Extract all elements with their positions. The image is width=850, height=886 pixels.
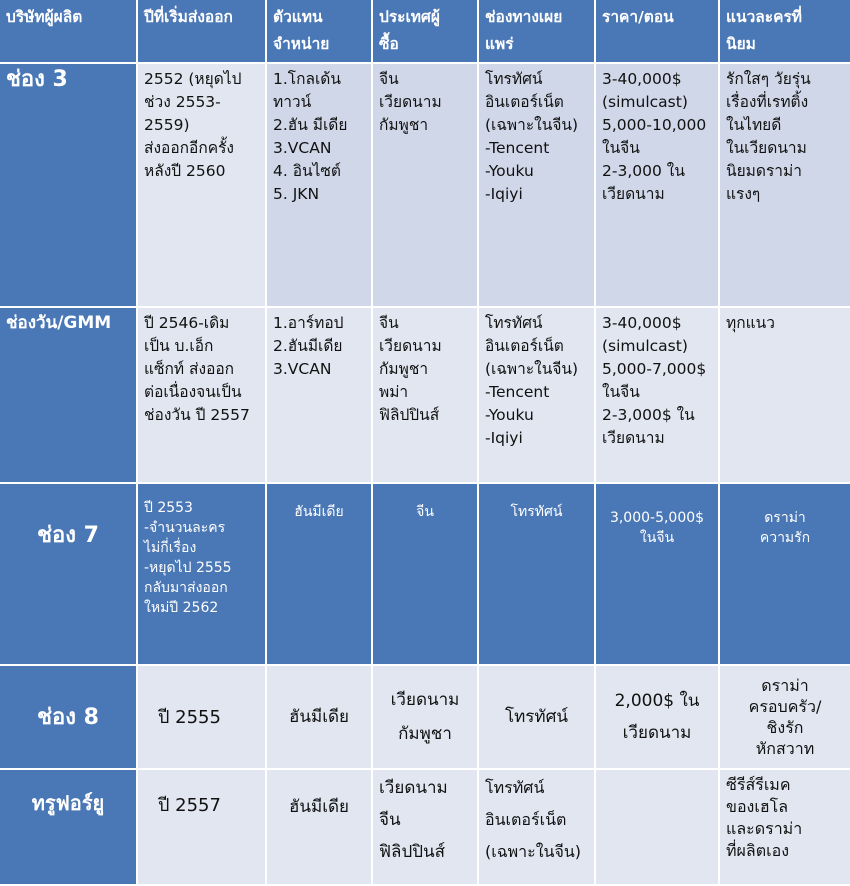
cell-year: ปี 2555: [138, 666, 267, 770]
cell-price: 3-40,000$ (simulcast) 5,000-10,000 ในจีน 2-3,000 ใน เวียดนาม: [596, 64, 720, 308]
cell-countries: จีน: [373, 484, 479, 666]
header-buyer-country: ประเทศผู้ ซื้อ: [373, 0, 479, 64]
header-agent: ตัวแทน จำหน่าย: [267, 0, 373, 64]
header-start-year: ปีที่เริ่มส่งออก: [138, 0, 267, 64]
cell-genre: ซีรีส์รีเมค ของเฮโล และดราม่า ที่ผลิตเอง: [720, 770, 850, 886]
row-producer: ช่อง 8: [0, 666, 138, 770]
cell-agent: ฮันมีเดีย: [267, 666, 373, 770]
cell-channels: โทรทัศน์ อินเตอร์เน็ต (เฉพาะในจีน): [479, 770, 596, 886]
cell-year: ปี 2557: [138, 770, 267, 886]
cell-genre: ดราม่า ครอบครัว/ ชิงรัก หักสวาท: [720, 666, 850, 770]
cell-agent: 1.อาร์ทอป 2.ฮันมีเดีย 3.VCAN: [267, 308, 373, 484]
cell-agent: 1.โกลเด้น ทาวน์ 2.ฮัน มีเดีย 3.VCAN 4. อินไซต์ 5. JKN: [267, 64, 373, 308]
cell-price: 3,000-5,000$ ในจีน: [596, 484, 720, 666]
cell-genre: รักใสๆ วัยรุ่น เรื่องที่เรทติ้ง ในไทยดี ในเวียดนาม นิยมดราม่า แรงๆ: [720, 64, 850, 308]
cell-countries: เวียดนาม จีน ฟิลิปปินส์: [373, 770, 479, 886]
row-producer: ช่องวัน/GMM: [0, 308, 138, 484]
header-genre: แนวละครที่ นิยม: [720, 0, 850, 64]
cell-price: 2,000$ ใน เวียดนาม: [596, 666, 720, 770]
cell-year: 2552 (หยุดไป ช่วง 2553- 2559) ส่งออกอีกครั้ง หลังปี 2560: [138, 64, 267, 308]
header-channel: ช่องทางเผย แพร่: [479, 0, 596, 64]
cell-countries: จีน เวียดนาม กัมพูชา พม่า ฟิลิปปินส์: [373, 308, 479, 484]
cell-agent: ฮันมีเดีย: [267, 770, 373, 886]
cell-channels: โทรทัศน์ อินเตอร์เน็ต (เฉพาะในจีน) -Tencent -Youku -Iqiyi: [479, 308, 596, 484]
cell-genre: ทุกแนว: [720, 308, 850, 484]
row-producer: ทรูฟอร์ยู: [0, 770, 138, 886]
cell-agent: ฮันมีเดีย: [267, 484, 373, 666]
row-producer: ช่อง 7: [0, 484, 138, 666]
cell-channels: โทรทัศน์: [479, 666, 596, 770]
cell-countries: เวียดนาม กัมพูชา: [373, 666, 479, 770]
header-price: ราคา/ตอน: [596, 0, 720, 64]
cell-channels: โทรทัศน์ อินเตอร์เน็ต (เฉพาะในจีน) -Tencent -Youku -Iqiyi: [479, 64, 596, 308]
cell-genre: ดราม่า ความรัก: [720, 484, 850, 666]
cell-channels: โทรทัศน์: [479, 484, 596, 666]
cell-price: 3-40,000$ (simulcast) 5,000-7,000$ ในจีน 2-3,000$ ใน เวียดนาม: [596, 308, 720, 484]
cell-price: [596, 770, 720, 886]
header-producer: บริษัทผู้ผลิต: [0, 0, 138, 64]
cell-year: ปี 2546-เดิม เป็น บ.เอ็ก แซ็กท์ ส่งออก ต่อเนื่องจนเป็น ช่องวัน ปี 2557: [138, 308, 267, 484]
row-producer: ช่อง 3: [0, 64, 138, 308]
cell-year: ปี 2553 -จำนวนละคร ไม่กี่เรื่อง -หยุดไป 2555 กลับมาส่งออก ใหม่ปี 2562: [138, 484, 267, 666]
cell-countries: จีน เวียดนาม กัมพูชา: [373, 64, 479, 308]
